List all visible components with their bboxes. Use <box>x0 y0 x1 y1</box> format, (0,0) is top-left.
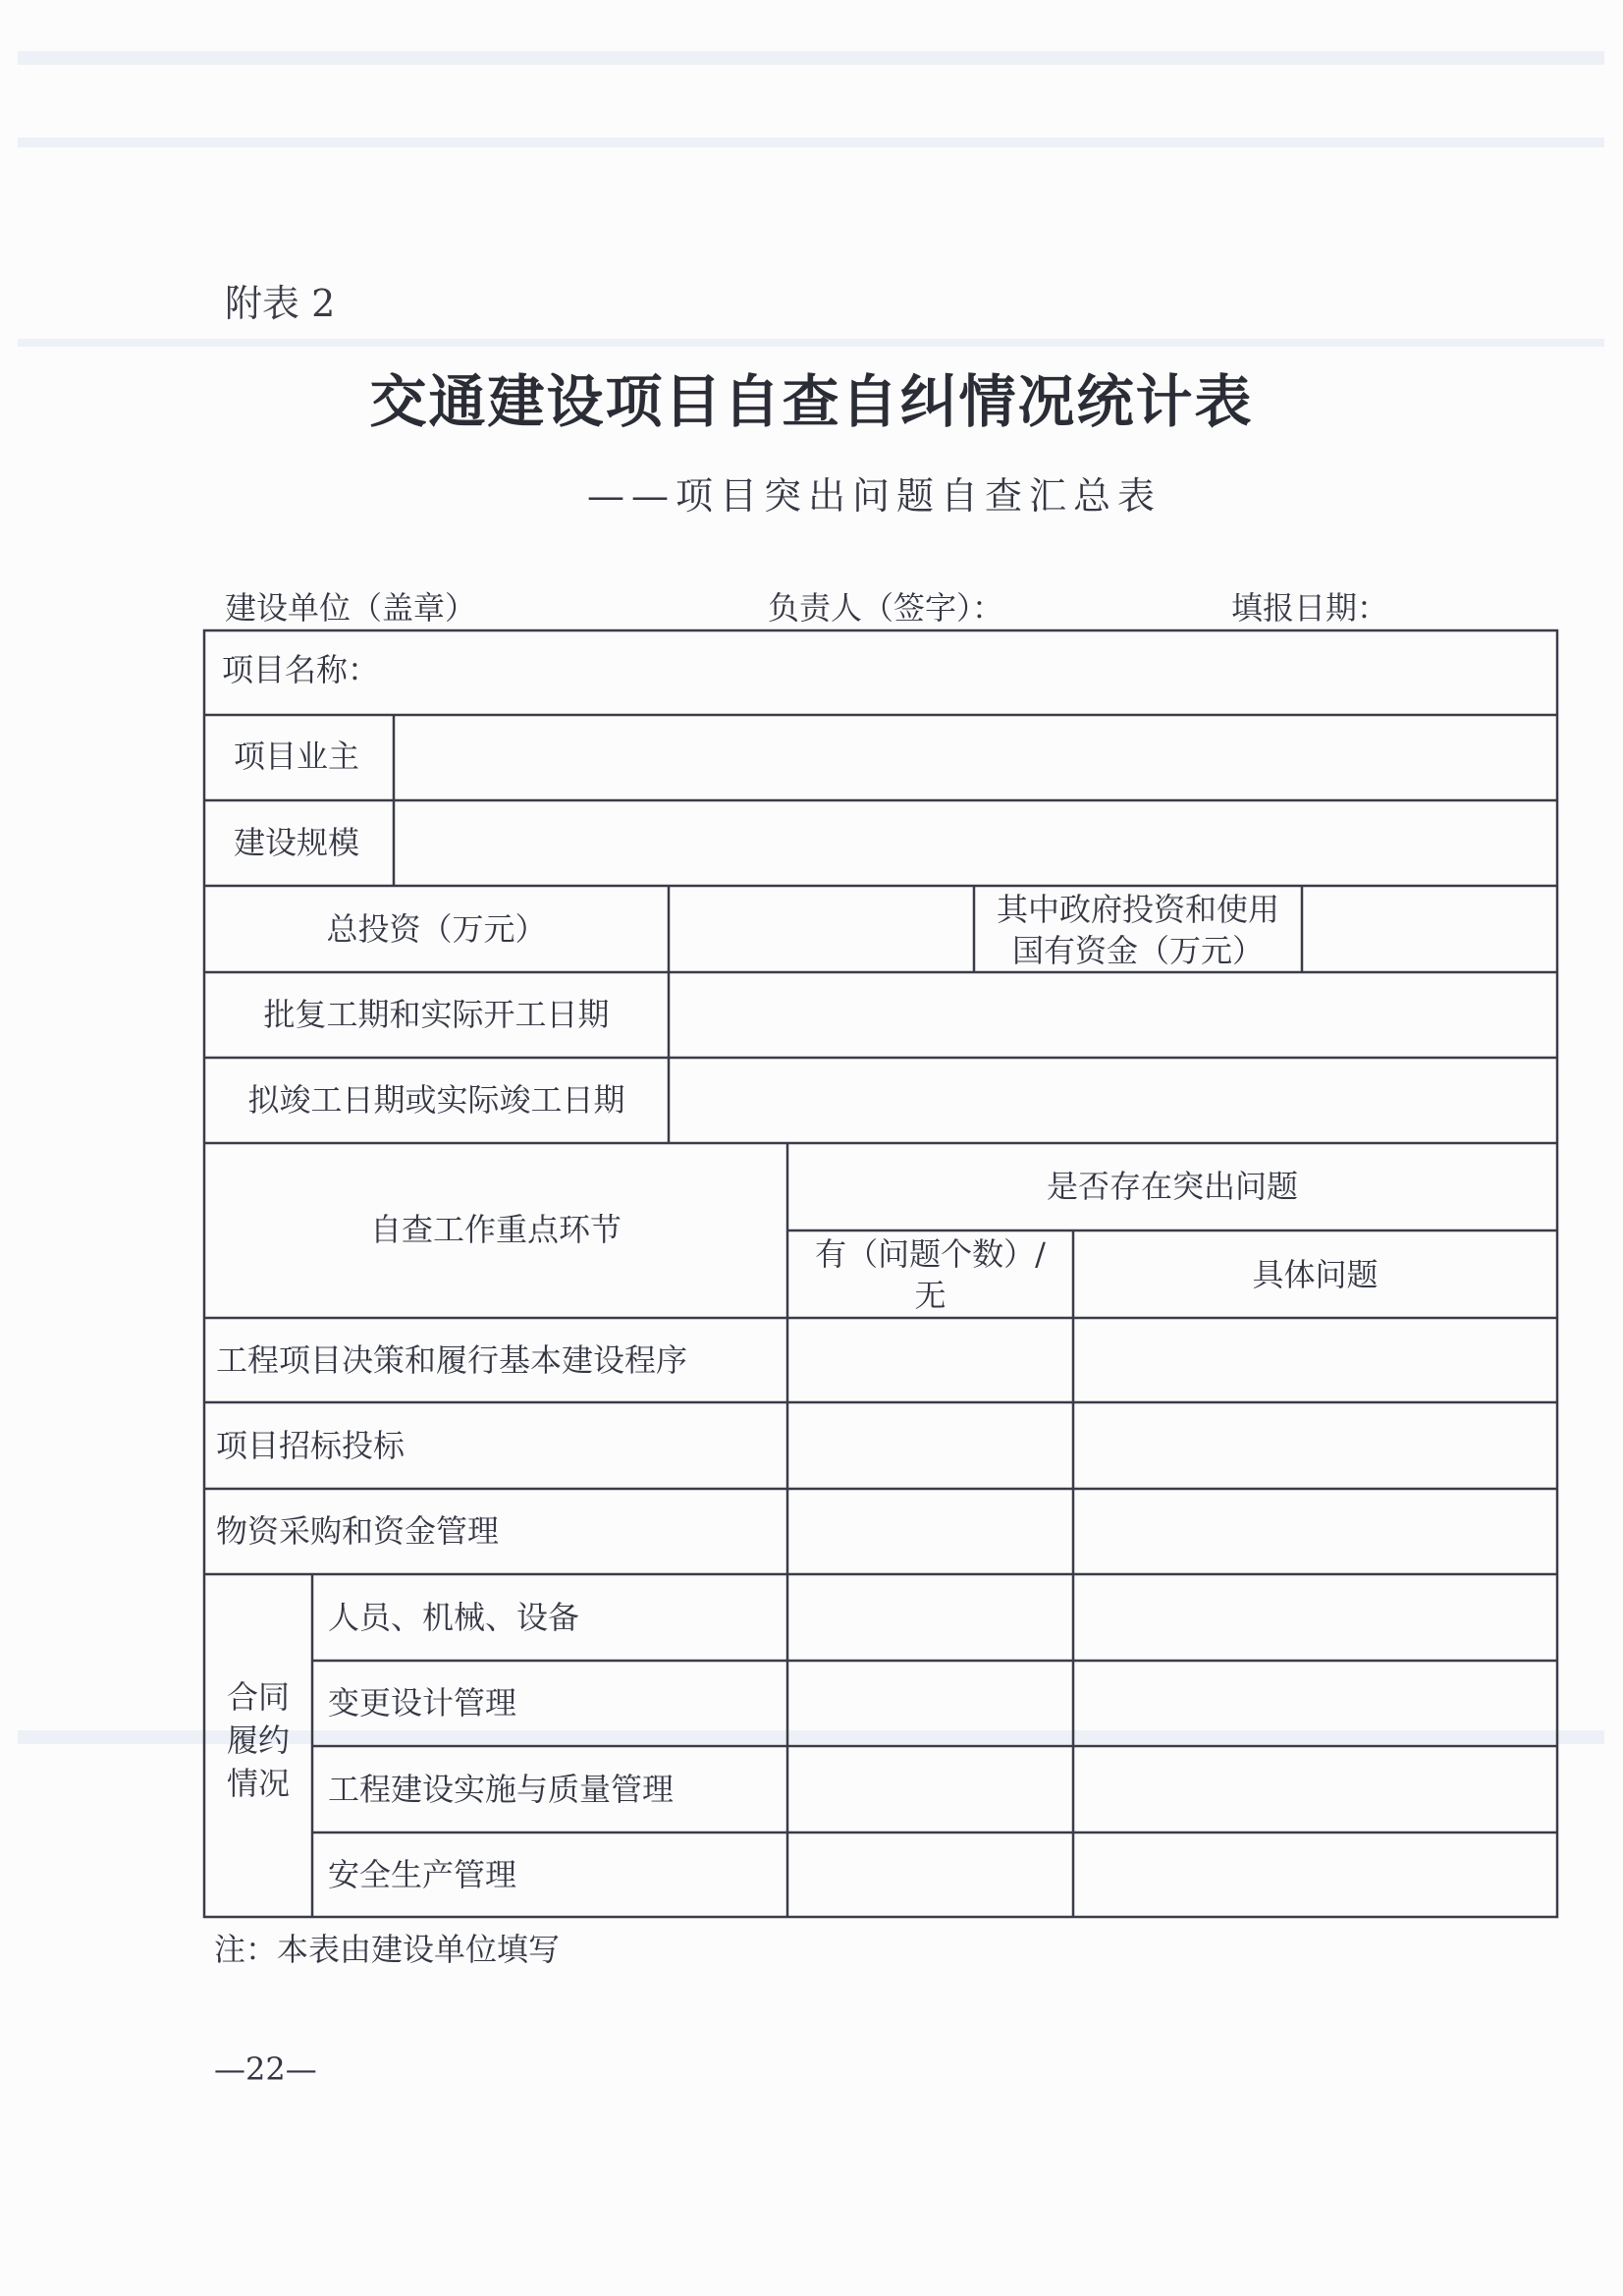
project-name-label: 项目名称： <box>222 651 380 688</box>
total-investment-label: 总投资（万元） <box>326 910 547 948</box>
prominent-issues-header: 是否存在突出问题 <box>1046 1168 1298 1205</box>
contract-group-label-line3: 情况 <box>226 1765 290 1802</box>
report-date-label: 填报日期： <box>1231 589 1389 627</box>
gov-investment-label-line2: 国有资金（万元） <box>1011 932 1264 969</box>
table-row-label: 工程项目决策和履行基本建设程序 <box>216 1341 688 1379</box>
table-row-label: 项目招标投标 <box>216 1427 406 1464</box>
page-number: —22— <box>214 2050 317 2088</box>
appendix-label: 附表 2 <box>225 282 336 325</box>
completion-date-label: 拟竣工日期或实际竣工日期 <box>247 1081 625 1119</box>
construction-scale-label: 建设规模 <box>234 824 360 861</box>
issue-count-header-line2: 无 <box>914 1277 947 1314</box>
construction-unit-label: 建设单位（盖章） <box>225 589 477 627</box>
responsible-person-label: 负责人（签字）： <box>768 589 1004 627</box>
gov-investment-label-line1: 其中政府投资和使用 <box>996 891 1279 928</box>
contract-group-label-line1: 合同 <box>226 1678 290 1716</box>
contract-row-label: 变更设计管理 <box>328 1684 517 1722</box>
document-title: 交通建设项目自查自纠情况统计表 <box>369 368 1254 435</box>
table-row-label: 物资采购和资金管理 <box>216 1512 500 1550</box>
focus-areas-header: 自查工作重点环节 <box>369 1211 622 1248</box>
project-owner-label: 项目业主 <box>234 738 360 775</box>
document-subtitle: ——项目突出问题自查汇总表 <box>587 474 1163 518</box>
issue-count-header-line1: 有（问题个数）/ <box>815 1235 1046 1273</box>
contract-row-label: 工程建设实施与质量管理 <box>328 1771 675 1808</box>
contract-row-label: 安全生产管理 <box>328 1856 517 1893</box>
specific-issues-header: 具体问题 <box>1252 1256 1379 1293</box>
approved-period-label: 批复工期和实际开工日期 <box>263 996 610 1033</box>
contract-group-label-line2: 履约 <box>226 1722 290 1759</box>
contract-row-label: 人员、机械、设备 <box>328 1599 580 1636</box>
footnote: 注：本表由建设单位填写 <box>214 1931 561 1968</box>
